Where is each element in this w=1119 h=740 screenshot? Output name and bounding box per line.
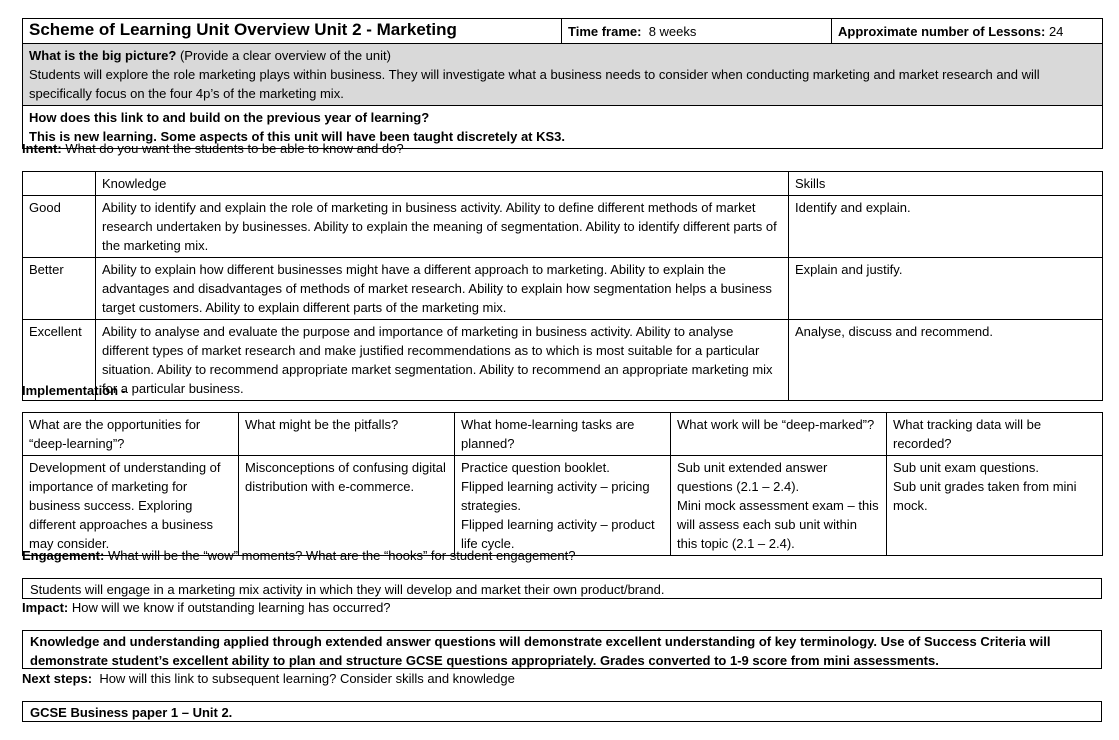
implementation-table bbox=[22, 412, 1103, 556]
skills-header: Skills bbox=[789, 172, 1103, 196]
knowledge-header: Knowledge bbox=[96, 172, 789, 196]
skills-excellent: Analyse, discuss and recommend. bbox=[789, 320, 1103, 401]
previous-learning-link: How does this link to and build on the previous year of learning? This is new learning. Some aspects of this unit will have been taught discretely at KS3. bbox=[23, 106, 1103, 149]
implementation-label: Implementation - bbox=[22, 383, 127, 398]
level-better: Better bbox=[23, 258, 96, 320]
impl-header-deep-marked: What work will be “deep-marked”? bbox=[671, 413, 887, 456]
impl-tracking: Sub unit exam questions. Sub unit grades taken from mini mock. bbox=[887, 456, 1103, 556]
impact-label: Impact: How will we know if outstanding learning has occurred? bbox=[22, 600, 391, 615]
next-steps-answer: GCSE Business paper 1 – Unit 2. bbox=[22, 701, 1102, 722]
impl-header-tracking: What tracking data will be recorded? bbox=[887, 413, 1103, 456]
knowledge-excellent: Ability to analyse and evaluate the purpose and importance of marketing in business activity. Ability to analyse different types of market research and make justified recommendations as to which is most suitable for a particular situation. Ability to recommend appropriate market segmentation. Ability to recommend an appropriate marketing mix for a particular business. bbox=[96, 320, 789, 401]
lesson-count: Approximate number of Lessons: 24 bbox=[832, 19, 1103, 44]
impl-header-home-learning: What home-learning tasks are planned? bbox=[455, 413, 671, 456]
time-frame: Time frame: 8 weeks bbox=[562, 19, 832, 44]
impl-header-deep-learning: What are the opportunities for “deep-learning”? bbox=[23, 413, 239, 456]
engagement-answer: Students will engage in a marketing mix activity in which they will develop and market their own product/brand. bbox=[22, 578, 1102, 599]
impl-pitfalls: Misconceptions of confusing digital distribution with e-commerce. bbox=[239, 456, 455, 556]
level-excellent: Excellent bbox=[23, 320, 96, 401]
page-title: Scheme of Learning Unit Overview Unit 2 - Marketing bbox=[23, 19, 562, 44]
knowledge-better: Ability to explain how different businesses might have a different approach to marketing. Ability to explain the advantages and disadvantages of methods of market research. Ability to explain how segmentation helps a business target customers. Ability to explain different parts of the marketing mix. bbox=[96, 258, 789, 320]
skills-good: Identify and explain. bbox=[789, 196, 1103, 258]
impl-deep-learning: Development of understanding of importance of marketing for business success. Exploring different approaches a business may consider. bbox=[23, 456, 239, 556]
level-good: Good bbox=[23, 196, 96, 258]
impl-header-pitfalls: What might be the pitfalls? bbox=[239, 413, 455, 456]
impact-answer: Knowledge and understanding applied through extended answer questions will demonstrate excellent understanding of key terminology. Use of Success Criteria will demonstrate student’s excellent ability to plan and structure GCSE questions appropriately. Grades converted to 1-9 score from mini assessments. bbox=[22, 630, 1102, 669]
impl-deep-marked: Sub unit extended answer questions (2.1 – 2.4). Mini mock assessment exam – this will assess each sub unit within this topic (2.1 – 2.4). bbox=[671, 456, 887, 556]
intent-label: Intent: What do you want the students to be able to know and do? bbox=[22, 141, 404, 156]
intent-table bbox=[22, 171, 1103, 401]
big-picture: What is the big picture? (Provide a clear overview of the unit) Students will explore the role marketing plays within business. They will investigate what a business needs to consider when conducting marketing and market research and will specifically focus on the four 4p’s of the marketing mix. bbox=[23, 44, 1103, 106]
engagement-label: Engagement: What will be the “wow” moments? What are the “hooks” for student engagement? bbox=[22, 548, 576, 563]
skills-better: Explain and justify. bbox=[789, 258, 1103, 320]
header-table bbox=[22, 18, 1103, 149]
impl-home-learning: Practice question booklet. Flipped learning activity – pricing strategies. Flipped learning activity – product life cycle. bbox=[455, 456, 671, 556]
knowledge-good: Ability to identify and explain the role of marketing in business activity. Ability to define different methods of market research undertaken by businesses. Ability to explain the meaning of segmentation. Ability to identify different parts of the marketing mix. bbox=[96, 196, 789, 258]
next-steps-label: Next steps: How will this link to subsequent learning? Consider skills and knowledge bbox=[22, 671, 515, 686]
